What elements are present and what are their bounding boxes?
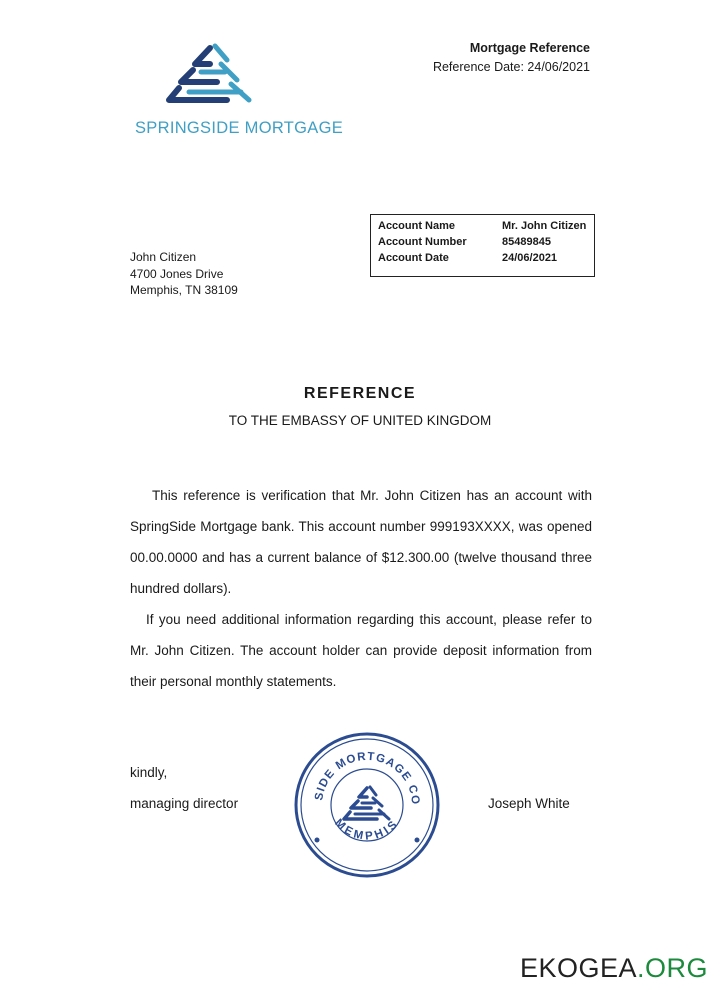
account-name-label: Account Name bbox=[378, 220, 456, 232]
stamp-top-text: SIDE MORTGAGE CO bbox=[313, 750, 422, 806]
letter-body bbox=[130, 480, 592, 697]
account-info-box bbox=[370, 214, 595, 277]
letter-title: REFERENCE bbox=[303, 385, 417, 402]
account-name-row bbox=[378, 218, 594, 234]
account-date-row bbox=[378, 250, 594, 266]
company-logo-icon bbox=[165, 42, 255, 113]
signer-role: managing director bbox=[130, 796, 239, 811]
svg-text:MEMPHIS bbox=[332, 817, 401, 843]
reference-date: Reference Date: 24/06/2021 bbox=[432, 60, 590, 74]
watermark bbox=[520, 953, 708, 984]
signer-name: Joseph White bbox=[488, 796, 570, 811]
account-number-label: Account Number bbox=[378, 236, 467, 248]
watermark-tld: .ORG bbox=[636, 953, 708, 983]
account-name-value: Mr. John Citizen bbox=[502, 220, 587, 232]
letter-subtitle: TO THE EMBASSY OF UNITED KINGDOM bbox=[228, 413, 492, 428]
watermark-name: EKOGEA bbox=[519, 953, 637, 983]
recipient-street: 4700 Jones Drive bbox=[130, 266, 224, 281]
recipient-city: Memphis, TN 38109 bbox=[130, 283, 238, 297]
stamp-logo-icon bbox=[344, 787, 389, 819]
closing-text: kindly, bbox=[130, 765, 168, 780]
company-name: SPRINGSIDE MORTGAGE bbox=[135, 119, 344, 137]
recipient-name: John Citizen bbox=[130, 250, 197, 264]
account-number-row bbox=[378, 234, 594, 250]
account-date-label: Account Date bbox=[378, 252, 449, 264]
company-stamp bbox=[292, 730, 442, 885]
recipient-address bbox=[130, 249, 238, 299]
account-number-value: 85489845 bbox=[502, 236, 551, 248]
reference-header bbox=[433, 39, 590, 77]
document-title: Mortgage Reference bbox=[469, 41, 590, 55]
account-date-value: 24/06/2021 bbox=[502, 252, 558, 264]
body-paragraph-1: This reference is verification that Mr. John Citizen has an account with SpringSide Mortgage bank. This account number 999193XXXX, was opened 00.00.0000 and has a current balance of $12.300.00 (twelve thousand three hundred dollars). bbox=[130, 488, 592, 596]
stamp-bottom-text: MEMPHIS bbox=[332, 817, 402, 843]
body-paragraph-2: If you need additional information regarding this account, please refer to Mr. John Citizen. The account holder can provide deposit information from their personal monthly statements. bbox=[130, 612, 592, 689]
